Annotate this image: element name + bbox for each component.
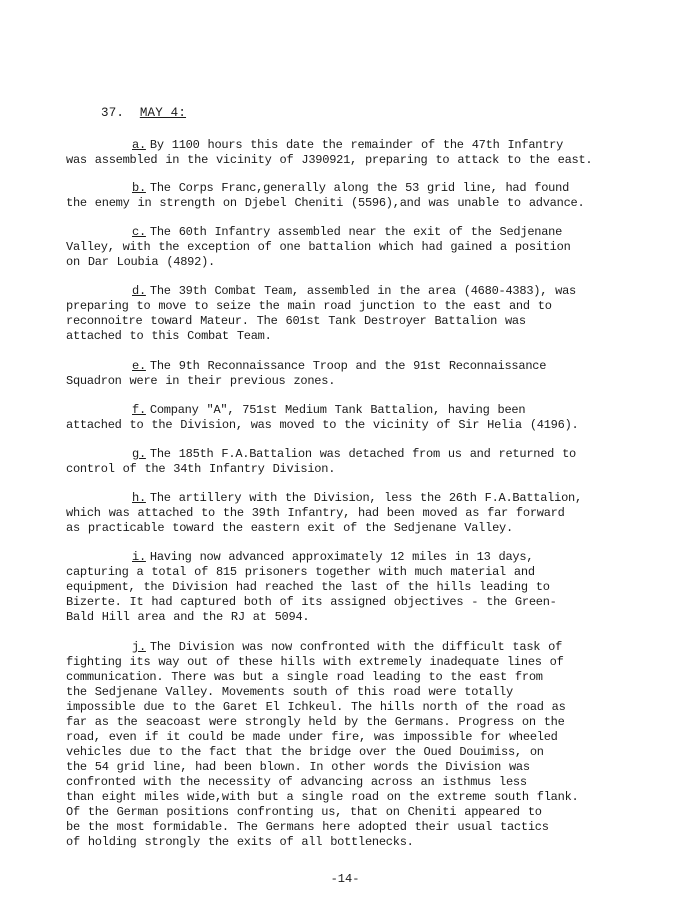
paragraph-line: reconnoitre toward Mateur. The 601st Tank Destroyer Battalion was: [66, 314, 526, 328]
paragraph-f: [66, 403, 606, 433]
paragraph-line: communication. There was but a single road leading to the east from: [66, 670, 543, 684]
paragraph-line: the 54 grid line, had been blown. In other words the Division was: [66, 760, 530, 774]
paragraph-label: f.: [132, 403, 146, 417]
paragraph-line: was assembled in the vicinity of J390921, preparing to attack to the east.: [66, 153, 593, 167]
paragraph-line: confronted with the necessity of advancing across an isthmus less: [66, 775, 527, 789]
paragraph-line: the enemy in strength on Djebel Cheniti (5596),and was unable to advance.: [66, 196, 585, 210]
paragraph-line: fighting its way out of these hills with extremely inadequate lines of: [66, 655, 564, 669]
paragraph-line: Bald Hill area and the RJ at 5094.: [66, 610, 310, 624]
paragraph-line: a. By 1100 hours this date the remainder of the 47th Infantry: [132, 138, 564, 152]
paragraph-line: capturing a total of 815 prisoners together with much material and: [66, 565, 535, 579]
paragraph-line: g. The 185th F.A.Battalion was detached from us and returned to: [132, 447, 576, 461]
paragraph-line: vehicles due to the fact that the bridge over the Oued Douimiss, on: [66, 745, 544, 759]
paragraph-c: [66, 225, 606, 270]
paragraph-label: b.: [132, 181, 146, 195]
paragraph-line: h. The artillery with the Division, less the 26th F.A.Battalion,: [132, 491, 582, 505]
paragraph-line: the Sedjenane Valley. Movements south of this road were totally: [66, 685, 513, 699]
paragraph-i: [66, 550, 606, 625]
paragraph-line: Valley, with the exception of one battalion which had gained a position: [66, 240, 571, 254]
paragraph-line: be the most formidable. The Germans here adopted their usual tactics: [66, 820, 549, 834]
paragraph-line: impossible due to the Garet El Ichkeul. The hills north of the road as: [66, 700, 566, 714]
paragraph-line: attached to the Division, was moved to the vicinity of Sir Helia (4196).: [66, 418, 579, 432]
paragraph-label: c.: [132, 225, 146, 239]
paragraph-h: [66, 491, 606, 536]
paragraph-line: on Dar Loubia (4892).: [66, 255, 215, 269]
paragraph-line: f. Company "A", 751st Medium Tank Battalion, having been: [132, 403, 526, 417]
paragraph-line: d. The 39th Combat Team, assembled in the area (4680-4383), was: [132, 284, 576, 298]
paragraph-a: [66, 138, 606, 168]
section-number: 37.: [101, 106, 125, 120]
paragraph-line: j. The Division was now confronted with the difficult task of: [132, 640, 563, 654]
paragraph-line: than eight miles wide,with but a single road on the extreme south flank.: [66, 790, 579, 804]
paragraph-label: g.: [132, 447, 146, 461]
paragraph-line: preparing to move to seize the main road junction to the east and to: [66, 299, 552, 313]
paragraph-line: Bizerte. It had captured both of its assigned objectives - the Green-: [66, 595, 557, 609]
section-heading: [101, 106, 186, 120]
paragraph-line: far as the seacoast were strongly held by the Germans. Progress on the: [66, 715, 565, 729]
paragraph-label: j.: [132, 640, 146, 654]
paragraph-line: b. The Corps Franc,generally along the 53 grid line, had found: [132, 181, 570, 195]
paragraph-d: [66, 284, 606, 344]
paragraph-line: which was attached to the 39th Infantry, had been moved as far forward: [66, 506, 565, 520]
paragraph-label: e.: [132, 359, 146, 373]
page-number: -14-: [330, 872, 360, 886]
paragraph-line: c. The 60th Infantry assembled near the exit of the Sedjenane: [132, 225, 563, 239]
paragraph-b: [66, 181, 606, 211]
section-date: MAY 4:: [139, 106, 187, 120]
paragraph-line: Squadron were in their previous zones.: [66, 374, 336, 388]
paragraph-label: i.: [132, 550, 146, 564]
paragraph-label: d.: [132, 284, 146, 298]
paragraph-line: attached to this Combat Team.: [66, 329, 272, 343]
paragraph-line: equipment, the Division had reached the last of the hills leading to: [66, 580, 550, 594]
paragraph-line: as practicable toward the eastern exit of the Sedjenane Valley.: [66, 521, 513, 535]
paragraph-j: [66, 640, 606, 850]
paragraph-line: of holding strongly the exits of all bottlenecks.: [66, 835, 414, 849]
paragraph-line: i. Having now advanced approximately 12 miles in 13 days,: [132, 550, 534, 564]
paragraph-line: Of the German positions confronting us, that on Cheniti appeared to: [66, 805, 542, 819]
paragraph-line: e. The 9th Reconnaissance Troop and the 91st Reconnaissance: [132, 359, 547, 373]
paragraph-line: road, even if it could be made under fire, was impossible for wheeled: [66, 730, 558, 744]
paragraph-label: h.: [132, 491, 146, 505]
paragraph-g: [66, 447, 606, 477]
paragraph-e: [66, 359, 606, 389]
paragraph-line: control of the 34th Infantry Division.: [66, 462, 336, 476]
paragraph-label: a.: [132, 138, 146, 152]
